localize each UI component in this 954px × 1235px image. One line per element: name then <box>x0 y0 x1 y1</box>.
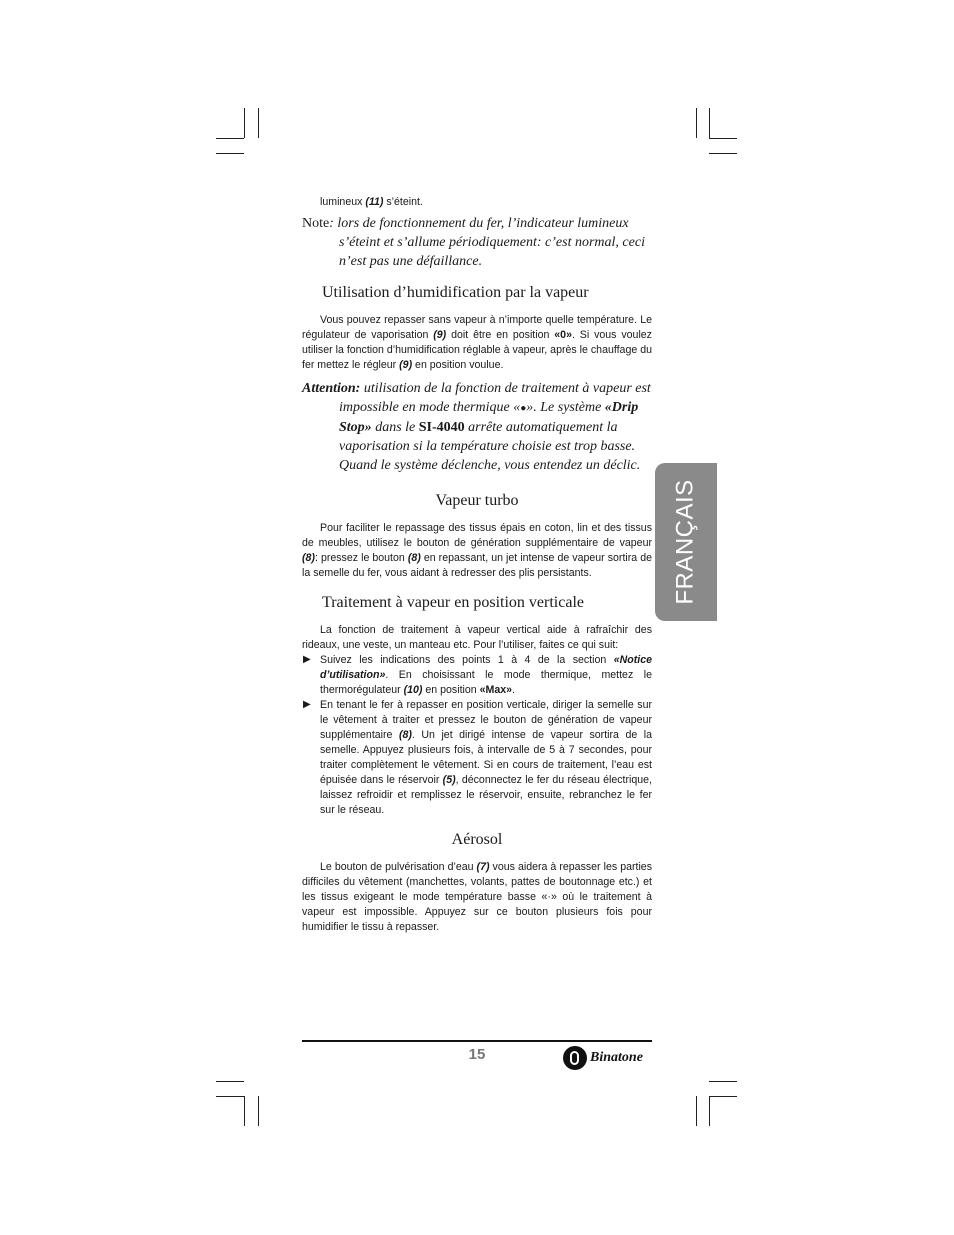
crop-mark <box>709 153 737 154</box>
intro-line: lumineux (11) s’éteint. <box>320 196 423 208</box>
crop-mark <box>709 108 710 138</box>
crop-mark <box>709 1096 737 1097</box>
thermal-dot-icon: ● <box>520 403 527 414</box>
crop-mark <box>258 1096 259 1126</box>
vertical-intro-paragraph: La fonction de traitement à vapeur vertical aide à rafraîchir des rideaux, une veste, un manteau etc. Pour l’utiliser, faites ce qui suit: <box>302 624 652 651</box>
crop-mark <box>244 108 245 138</box>
binatone-logo-icon <box>563 1046 587 1070</box>
crop-mark <box>216 1081 244 1082</box>
aerosol-paragraph: Le bouton de pulvérisation d’eau (7) vous aidera à repasser les parties difficiles du vêtement (manchettes, volants, pattes de boutonnage etc.) et les tissus exigeant le mode température basse «·» où le traitement à vapeur est impossible. Appuyez sur ce bouton plusieurs fois pour humidifier le tissu à repasser. <box>302 861 652 933</box>
section-heading-turbo: Vapeur turbo <box>435 492 519 509</box>
crop-mark <box>216 153 244 154</box>
crop-mark <box>258 108 259 138</box>
note-text: : lors de fonctionnement du fer, l’indicateur lumineux s’éteint et s’allume périodiquement: c’est normal, ceci n’est pas une défaillance. <box>329 216 645 269</box>
crop-mark <box>709 138 737 139</box>
bullet-arrow-icon: ▶ <box>303 699 311 710</box>
crop-mark <box>216 1096 244 1097</box>
manual-page-content <box>302 195 652 935</box>
attention-paragraph: Attention: utilisation de la fonction de traitement à vapeur est impossible en mode thermique «●». Le système «Drip Stop» dans le SI-4040 arrête automatiquement la vaporisation si la température choisie est trop basse. Quand le système déclenche, vous entendez un déclic. <box>302 381 651 473</box>
turbo-paragraph: Pour faciliter le repassage des tissus épais en coton, lin et des tissus de meubles, utilisez le bouton de génération supplémentaire de vapeur (8): pressez le bouton (8) en repassant, un jet intense de vapeur sortira de la semelle du fer, vous aidant à redresser des plis persistants. <box>302 522 653 579</box>
list-item: ▶ En tenant le fer à repasser en position verticale, diriger la semelle sur le vêtement à traiter et pressez le bouton de génération de vapeur supplémentaire (8). Un jet dirigé intense de vapeur sortira de la semelle. Appuyez plusieurs fois, à intervalle de 5 à 7 secondes, pour traiter complètement le vêtement. Si en cours de traitement, l’eau est épuisée dans le réservoir (5), déconnectez le fer du réseau électrique, laissez refroidir et remplissez le réservoir, ensuite, rebranchez le fer sur le réseau. <box>303 699 652 816</box>
crop-mark <box>696 1096 697 1126</box>
language-tab-label: FRANÇAIS <box>672 479 700 605</box>
language-tab <box>655 463 717 621</box>
list-item: ▶ Suivez les indications des points 1 à 4 de la section «Notice d’utilisation». En choisissant le mode thermique, mettez le thermorégulateur (10) en position «Max». <box>303 654 652 696</box>
crop-mark <box>244 1096 245 1126</box>
section-heading-humidification: Utilisation d’humidification par la vapeur <box>322 284 589 301</box>
brand-logo <box>563 1045 643 1071</box>
brand-name: Binatone <box>590 1050 643 1065</box>
section-heading-vertical: Traitement à vapeur en position verticale <box>322 594 584 611</box>
page-number: 15 <box>468 1046 486 1063</box>
crop-mark <box>709 1081 737 1082</box>
note-paragraph <box>302 214 652 271</box>
bullet-arrow-icon: ▶ <box>303 654 311 665</box>
attention-label: Attention: <box>302 381 361 396</box>
section-heading-aerosol: Aérosol <box>451 831 503 848</box>
note-label: Note <box>302 216 330 231</box>
footer-divider <box>302 1040 652 1042</box>
crop-mark <box>709 1096 710 1126</box>
crop-mark <box>696 108 697 138</box>
humidification-paragraph: Vous pouvez repasser sans vapeur à n’importe quelle température. Le régulateur de vaporisation (9) doit être en position «0». Si vous voulez utiliser la fonction d’humidification réglable à vapeur, après le chauffage du fer mettez le régleur (9) en position voulue. <box>302 314 652 371</box>
crop-mark <box>216 138 244 139</box>
